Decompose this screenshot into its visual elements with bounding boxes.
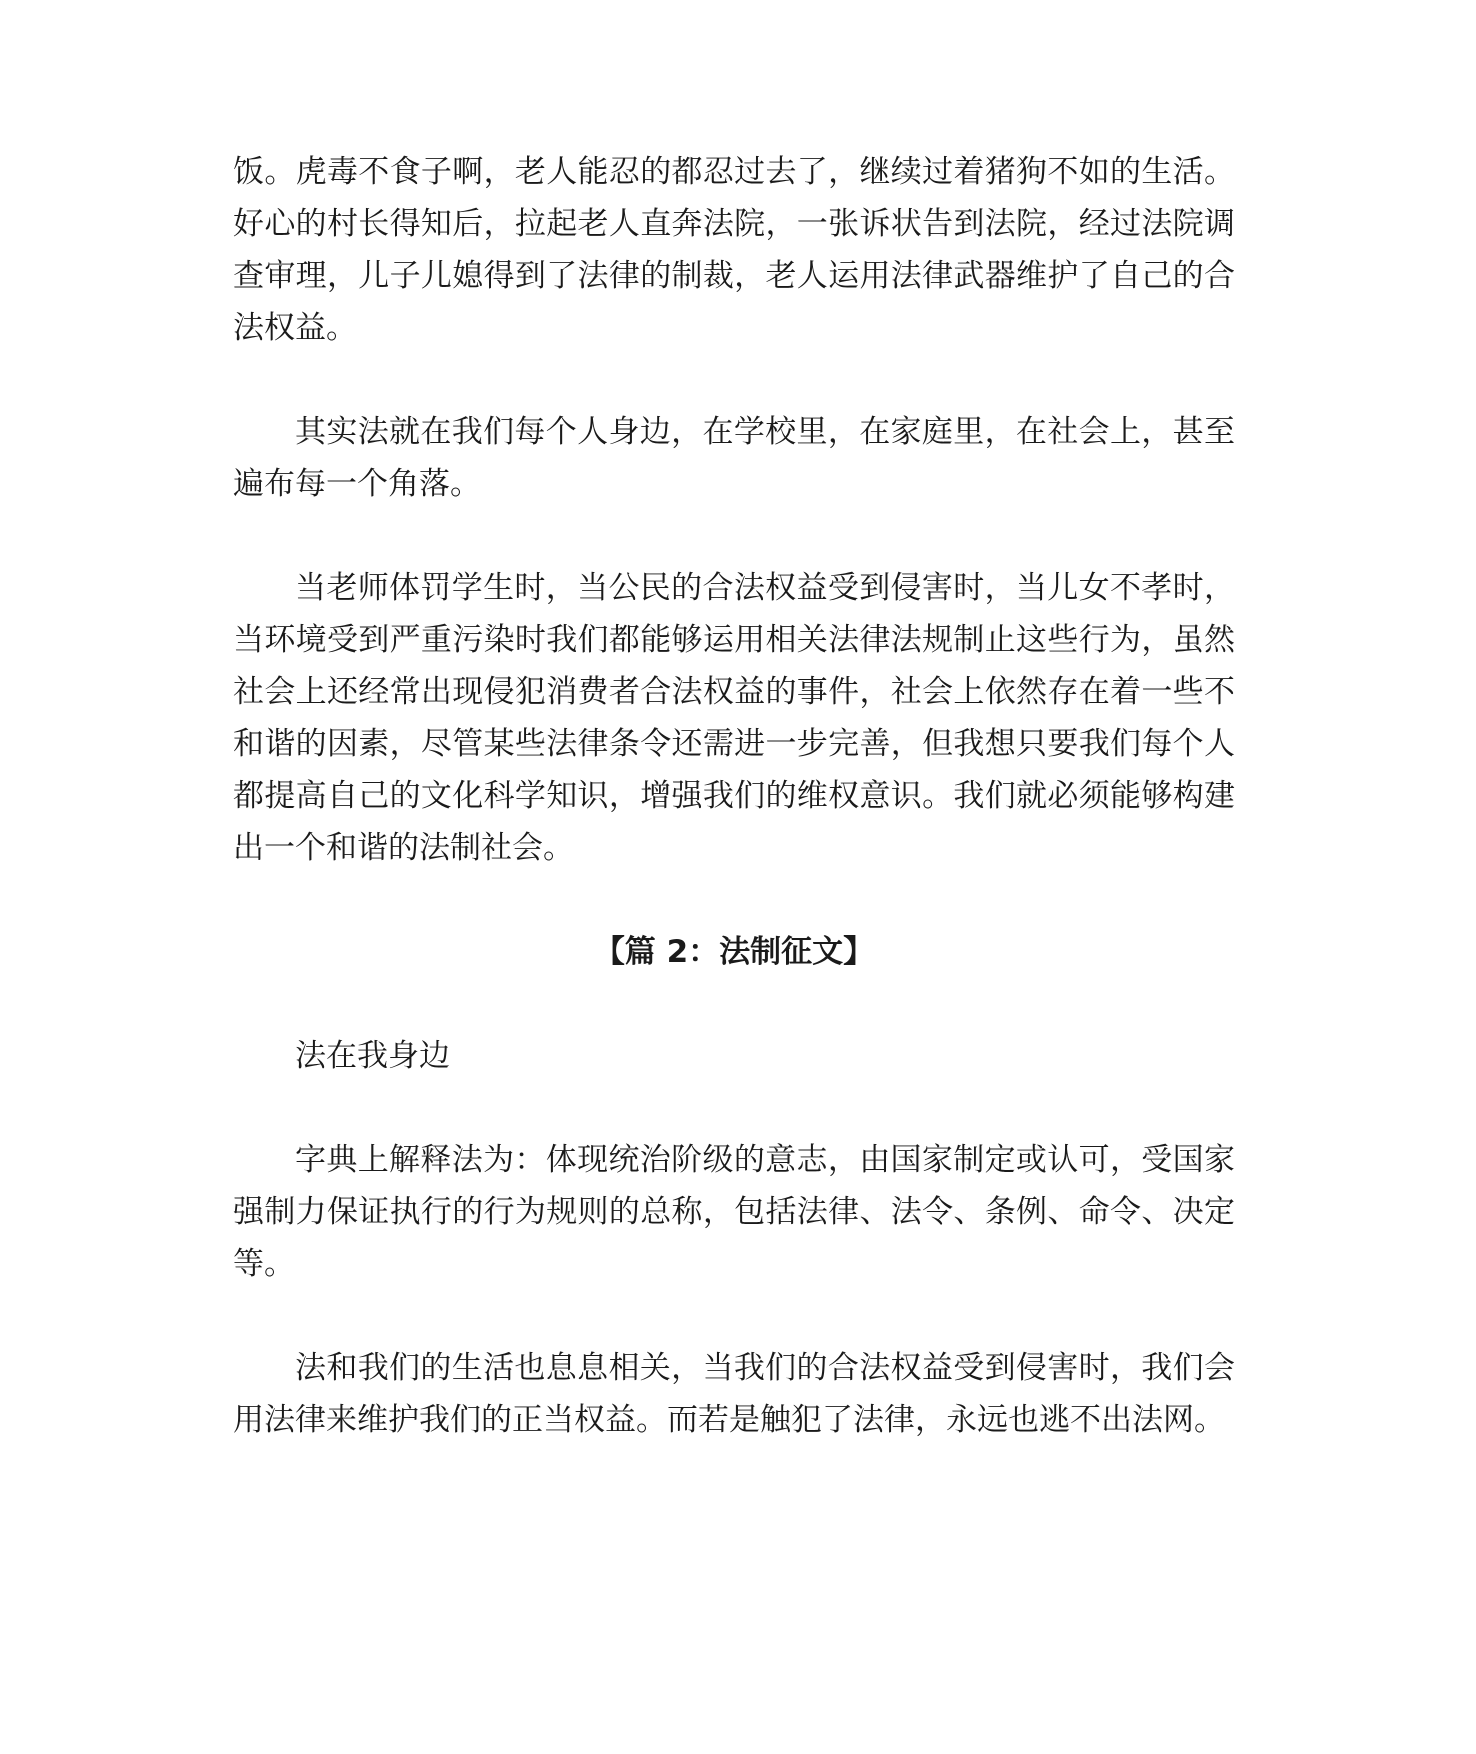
essay-title: 法在我身边 xyxy=(295,1038,450,1074)
paragraph-dictionary-definition: 字典上解释法为：体现统治阶级的意志，由国家制定或认可，受国家强制力保证执行的行为规则的总称，包括法律、法令、条例、命令、决定等。 xyxy=(233,1142,1235,1282)
paragraph-legal-society: 当老师体罚学生时，当公民的合法权益受到侵害时，当儿女不孝时，当环境受到严重污染时我们都能够运用相关法律法规制止这些行为，虽然社会上还经常出现侵犯消费者合法权益的事件，社会上依然存在着一些不和谐的因素，尽管某些法律条令还需进一步完善，但我想只要我们每个人都提高自己的文化科学知识，增强我们的维权意识。我们就必须能够构建出一个和谐的法制社会。 xyxy=(233,570,1235,866)
paragraph-law-and-life: 法和我们的生活也息息相关，当我们的合法权益受到侵害时，我们会用法律来维护我们的正当权益。而若是触犯了法律，永远也逃不出法网。 xyxy=(233,1350,1235,1438)
document-body xyxy=(233,146,1235,1498)
section-heading: 【篇 2：法制征文】 xyxy=(593,934,875,970)
paragraph-continued: 饭。虎毒不食子啊，老人能忍的都忍过去了，继续过着猪狗不如的生活。好心的村长得知后，拉起老人直奔法院，一张诉状告到法院，经过法院调查审理，儿子儿媳得到了法律的制裁，老人运用法律武器维护了自己的合法权益。 xyxy=(233,154,1235,346)
paragraph-law-around-us: 其实法就在我们每个人身边，在学校里，在家庭里，在社会上，甚至遍布每一个角落。 xyxy=(233,414,1235,502)
